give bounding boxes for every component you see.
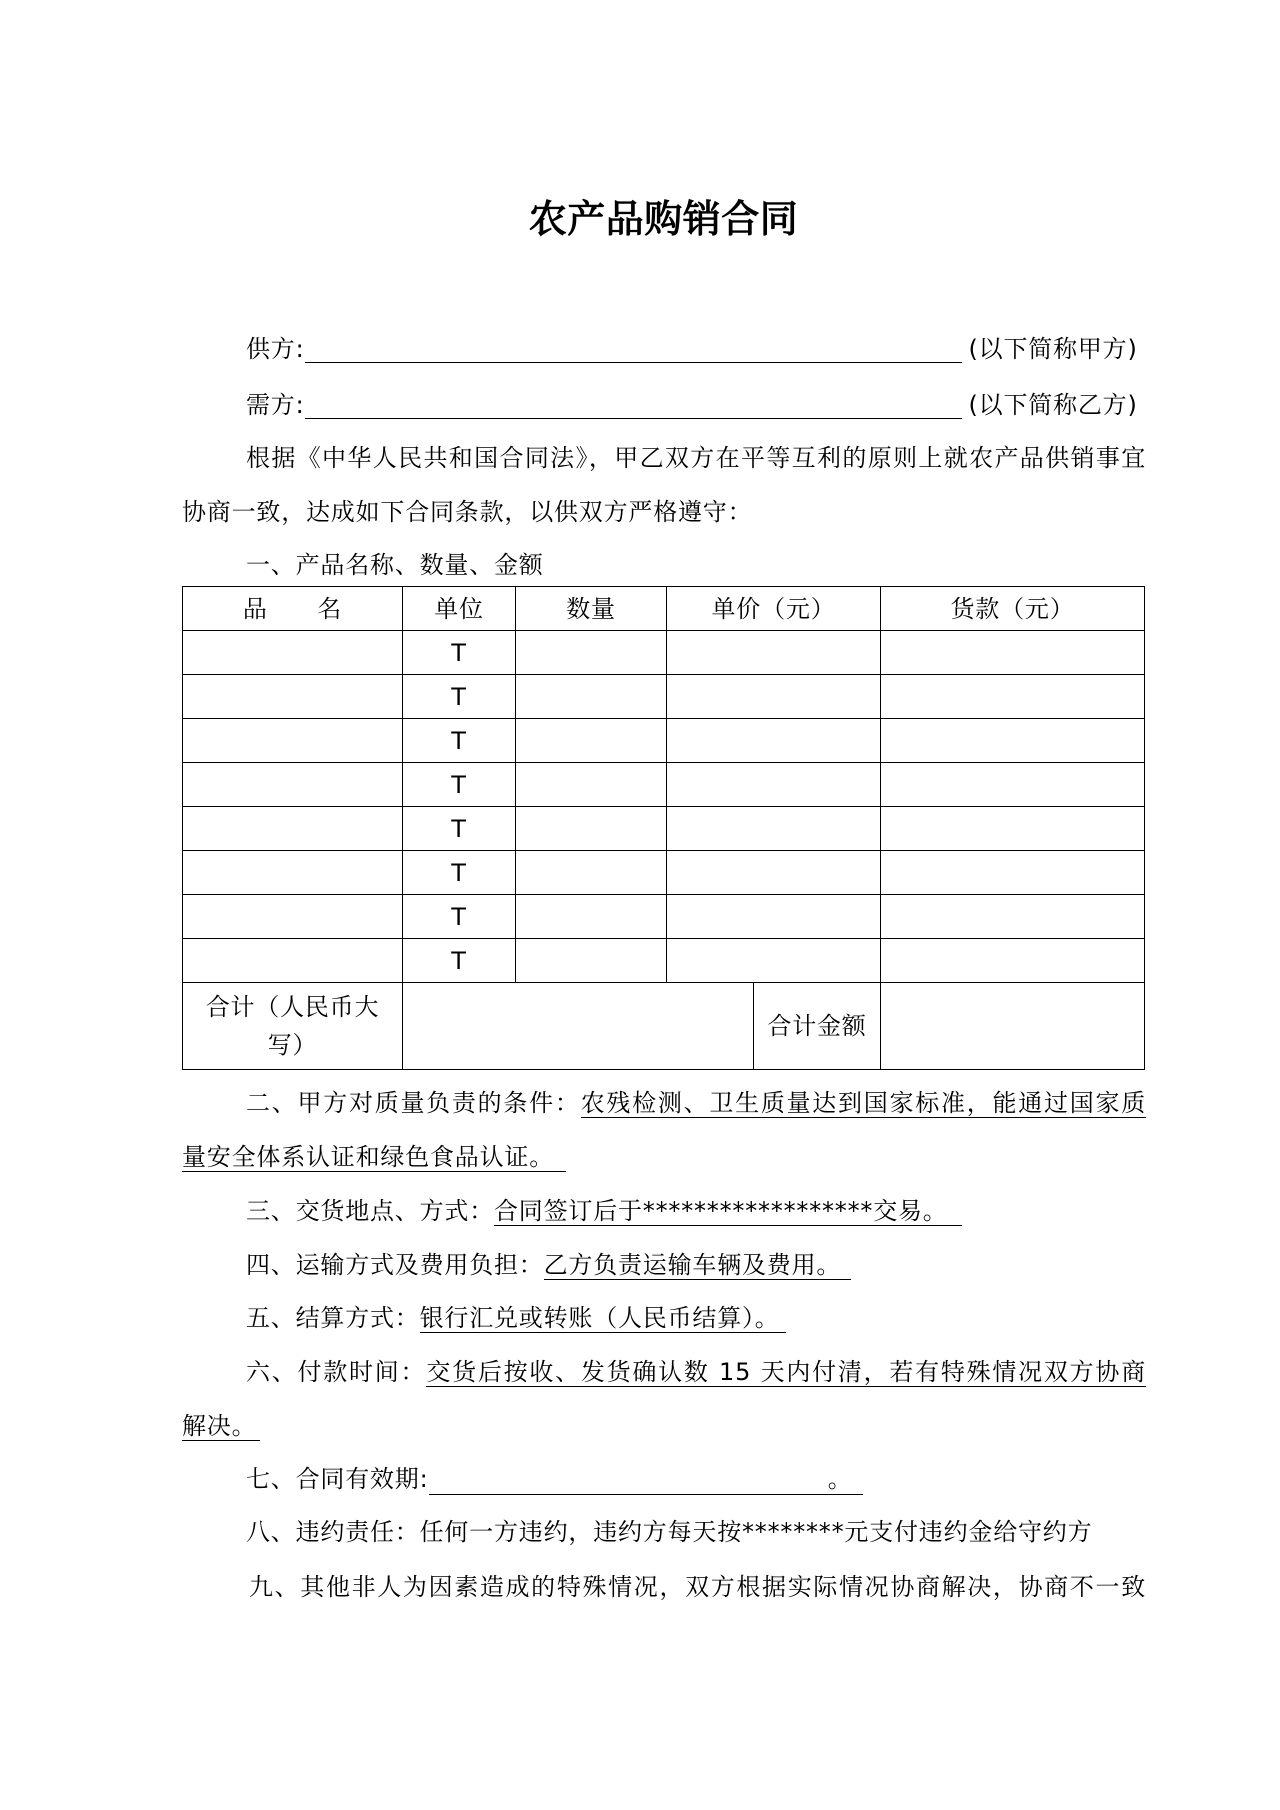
unit-price-cell [667, 631, 881, 675]
amount-cell [881, 719, 1145, 763]
total-in-words-label: 合计（人民币大写） [183, 983, 403, 1070]
unit-price-cell [667, 895, 881, 939]
clause-4-lead: 四、运输方式及费用负担： [246, 1251, 544, 1279]
unit-price-cell [667, 939, 881, 983]
header-product-name: 品 名 [183, 587, 403, 631]
clause-2-value: 农残检测、卫生质量达到国家标准，能通过国家质 [580, 1089, 1146, 1117]
clause-2-value-continued: 量安全体系认证和绿色食品认证。 [182, 1143, 566, 1172]
product-name-cell [183, 939, 403, 983]
table-row [183, 851, 1145, 895]
unit-cell: T [403, 807, 516, 851]
header-amount: 货款（元） [881, 587, 1145, 631]
amount-cell [881, 851, 1145, 895]
clause-6-value: 交货后按收、发货确认数 15 天内付清，若有特殊情况双方协商 [426, 1358, 1146, 1386]
buyer-line [246, 387, 1138, 423]
product-name-cell [183, 631, 403, 675]
clause-3-line [246, 1193, 962, 1229]
table-row [183, 675, 1145, 719]
header-unit-price: 单价（元） [667, 587, 881, 631]
product-name-cell [183, 895, 403, 939]
header-unit: 单位 [403, 587, 516, 631]
section-1-heading: 一、产品名称、数量、金额 [246, 551, 544, 579]
supplier-line [246, 331, 1138, 367]
clause-4-line [246, 1247, 851, 1283]
table-header-row [183, 587, 1145, 631]
header-quantity: 数量 [516, 587, 667, 631]
clause-9-line: 九、其他非人为因素造成的特殊情况，双方根据实际情况协商解决，协商不一致 [249, 1573, 1146, 1601]
clause-2-line-1 [246, 1085, 1146, 1121]
table-row [183, 939, 1145, 983]
clause-5-value: 银行汇兑或转账（人民币结算）。 [420, 1304, 786, 1333]
clause-6-value-continued: 解决。 [182, 1412, 260, 1441]
preamble-line-2: 协商一致，达成如下合同条款，以供双方严格遵守： [182, 498, 753, 526]
unit-price-cell [667, 851, 881, 895]
unit-cell: T [403, 763, 516, 807]
product-name-cell [183, 851, 403, 895]
amount-cell [881, 939, 1145, 983]
quantity-cell [516, 763, 667, 807]
clause-7-end: 。 [827, 1465, 853, 1493]
table-total-row [183, 983, 1145, 1070]
product-name-cell [183, 675, 403, 719]
clause-2-lead: 二、甲方对质量负责的条件： [246, 1089, 581, 1117]
quantity-cell [516, 851, 667, 895]
unit-cell: T [403, 719, 516, 763]
amount-cell [881, 675, 1145, 719]
quantity-cell [516, 719, 667, 763]
product-name-cell [183, 763, 403, 807]
unit-cell: T [403, 895, 516, 939]
buyer-note: (以下简称乙方) [968, 391, 1138, 419]
unit-cell: T [403, 851, 516, 895]
product-name-cell [183, 719, 403, 763]
clause-2-line-2 [182, 1139, 566, 1175]
preamble-line-1: 根据《中华人民共和国合同法》，甲乙双方在平等互利的原则上就农产品供销事宜 [246, 444, 1146, 472]
unit-cell: T [403, 939, 516, 983]
amount-cell [881, 763, 1145, 807]
unit-price-cell [667, 675, 881, 719]
unit-cell: T [403, 675, 516, 719]
clause-8-line: 八、违约责任：任何一方违约，违约方每天按********元支付违约金给守约方 [246, 1518, 1093, 1546]
product-table [182, 586, 1145, 1070]
clause-7-lead: 七、合同有效期: [246, 1465, 429, 1493]
clause-6-line-2 [182, 1408, 260, 1444]
supplier-label: 供方: [246, 335, 305, 363]
clause-3-value: 合同签订后于******************交易。 [494, 1197, 962, 1226]
supplier-note: (以下简称甲方) [968, 335, 1138, 363]
buyer-blank-field [305, 390, 962, 419]
product-name-cell [183, 807, 403, 851]
total-in-words-value [403, 983, 754, 1070]
supplier-blank-field [305, 334, 962, 363]
clause-6-line-1 [246, 1354, 1146, 1390]
quantity-cell [516, 895, 667, 939]
table-row [183, 631, 1145, 675]
amount-cell [881, 895, 1145, 939]
clause-4-value: 乙方负责运输车辆及费用。 [544, 1251, 852, 1280]
quantity-cell [516, 807, 667, 851]
unit-price-cell [667, 763, 881, 807]
clause-5-line [246, 1300, 786, 1336]
document-title: 农产品购销合同 [528, 197, 799, 241]
unit-price-cell [667, 719, 881, 763]
amount-cell [881, 807, 1145, 851]
table-row [183, 807, 1145, 851]
clause-5-lead: 五、结算方式： [246, 1304, 420, 1332]
table-row [183, 719, 1145, 763]
validity-period-blank-field [429, 1464, 863, 1495]
buyer-label: 需方: [246, 391, 305, 419]
clause-3-lead: 三、交货地点、方式： [246, 1197, 494, 1225]
quantity-cell [516, 631, 667, 675]
unit-cell: T [403, 631, 516, 675]
amount-cell [881, 631, 1145, 675]
unit-price-cell [667, 807, 881, 851]
total-amount-value [881, 983, 1145, 1070]
table-row [183, 895, 1145, 939]
clause-6-lead: 六、付款时间： [246, 1358, 427, 1386]
table-row [183, 763, 1145, 807]
quantity-cell [516, 675, 667, 719]
quantity-cell [516, 939, 667, 983]
clause-7-line [246, 1461, 863, 1497]
total-amount-label: 合计金额 [754, 983, 881, 1070]
